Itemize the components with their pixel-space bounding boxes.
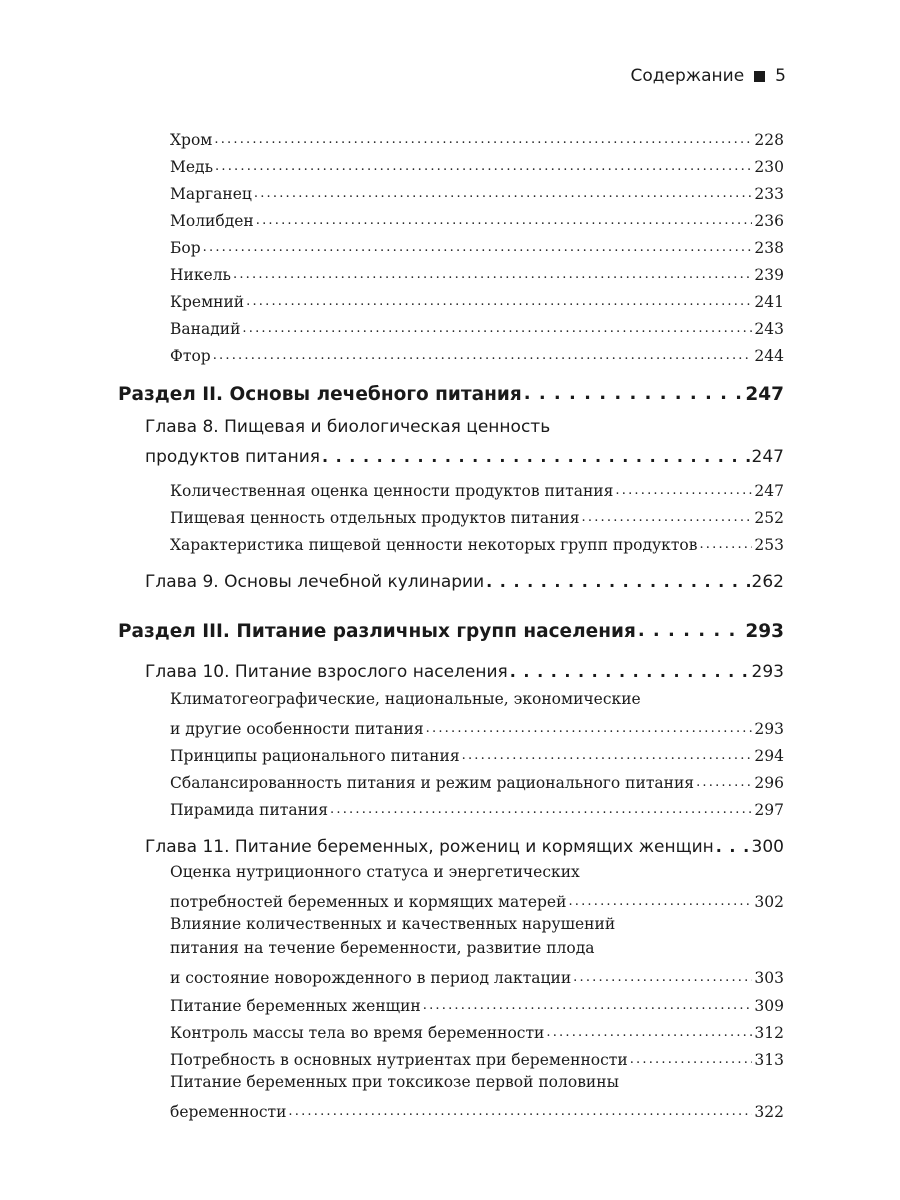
toc-section-title: Раздел III. Питание различных групп населения (118, 621, 636, 642)
toc-entry-title: Медь (170, 158, 214, 176)
toc-entry-title: Никель (170, 266, 231, 284)
dot-leader (546, 1025, 752, 1042)
toc-entry-page: 247 (754, 482, 784, 500)
toc-section-entry[interactable] (118, 592, 784, 642)
toc-entry-title: беременности (170, 1103, 287, 1121)
toc-entry[interactable] (170, 1042, 784, 1069)
toc-entry-page: 244 (754, 347, 784, 365)
page-number: 5 (775, 66, 786, 86)
toc-entry-title-last-line (170, 887, 784, 911)
toc-entry[interactable] (170, 284, 784, 311)
toc-entry[interactable] (170, 122, 784, 149)
dot-leader (573, 970, 752, 987)
toc-chapter-title: Глава 10. Питание взрослого населения (145, 662, 508, 682)
toc-entry-page: 230 (754, 158, 784, 176)
toc-entry-title: и состояние новорожденного в период лактации (170, 969, 572, 987)
toc-entry-page: 233 (754, 185, 784, 203)
dot-leader (426, 721, 753, 738)
dot-leader (699, 537, 752, 554)
toc-entry-title-last-line (170, 714, 784, 738)
toc-entry-title: Питание беременных женщин (170, 997, 421, 1015)
toc-entry[interactable] (170, 863, 784, 911)
toc-chapter-page: 262 (751, 572, 784, 592)
toc-entry-title: и другие особенности питания (170, 720, 424, 738)
dot-leader (213, 348, 753, 365)
toc-entry-title: Контроль массы тела во время беременности (170, 1024, 545, 1042)
dot-leader (330, 802, 752, 819)
toc-chapter-title-line: Глава 8. Пищевая и биологическая ценность (145, 417, 551, 437)
toc-entry-page: 228 (754, 131, 784, 149)
toc-entry[interactable] (170, 1015, 784, 1042)
toc-entry[interactable] (170, 738, 784, 765)
toc-chapter-page: 300 (751, 837, 784, 857)
dot-leader (510, 662, 750, 682)
dot-leader (246, 294, 752, 311)
toc-chapter-entry[interactable] (145, 417, 784, 467)
toc-entry[interactable] (170, 915, 784, 987)
toc-entry-title: Характеристика пищевой ценности некоторых групп продуктов (170, 536, 698, 554)
dot-leader (214, 132, 752, 149)
toc-chapter-page: 247 (751, 447, 784, 467)
dot-leader (233, 267, 752, 284)
toc-entry-title: Марганец (170, 185, 252, 203)
toc-entry-title-line: Питание беременных при токсикозе первой половины (170, 1073, 619, 1091)
toc-entry[interactable] (170, 230, 784, 257)
square-bullet-icon (754, 71, 765, 82)
toc-entry-title-line: Влияние количественных и качественных нарушений (170, 915, 616, 933)
toc-entry[interactable] (170, 792, 784, 819)
toc-entry-page: 241 (754, 293, 784, 311)
toc-entry-title-line: Климатогеографические, национальные, экономические (170, 690, 641, 708)
toc-entry-page: 303 (754, 969, 784, 987)
toc-entry-title: Потребность в основных нутриентах при беременности (170, 1051, 628, 1069)
toc-entry-page: 296 (754, 774, 784, 792)
dot-leader (568, 894, 752, 911)
running-header (631, 66, 786, 86)
toc-section-title: Раздел II. Основы лечебного питания (118, 384, 522, 405)
toc-entry-page: 322 (754, 1103, 784, 1121)
toc-entry[interactable] (170, 203, 784, 230)
toc-chapter-title: Глава 9. Основы лечебной кулинарии (145, 572, 485, 592)
toc-entry-page: 238 (754, 239, 784, 257)
toc-entry[interactable] (170, 690, 784, 738)
toc-entry-title-line: Оценка нутриционного статуса и энергетических (170, 863, 580, 881)
toc-entry-title: Сбалансированность питания и режим рационального питания (170, 774, 695, 792)
toc-section-entry[interactable] (118, 365, 784, 405)
table-of-contents (118, 122, 784, 1121)
dot-leader (486, 572, 749, 592)
toc-entry-title: Молибден (170, 212, 254, 230)
toc-entry-page: 253 (754, 536, 784, 554)
toc-entry-title: Количественная оценка ценности продуктов питания (170, 482, 614, 500)
dot-leader (256, 213, 753, 230)
toc-entry-page: 252 (754, 509, 784, 527)
toc-entry-page: 294 (754, 747, 784, 765)
toc-entry-page: 293 (754, 720, 784, 738)
toc-entry[interactable] (170, 527, 784, 554)
toc-entry[interactable] (170, 765, 784, 792)
dot-leader (696, 775, 752, 792)
toc-entry-title: Пищевая ценность отдельных продуктов питания (170, 509, 580, 527)
dot-leader (524, 383, 744, 405)
toc-section-page: 247 (745, 384, 784, 405)
dot-leader (215, 159, 752, 176)
toc-chapter-title: продуктов питания (145, 447, 320, 467)
dot-leader (462, 748, 753, 765)
dot-leader (254, 186, 753, 203)
dot-leader (423, 998, 753, 1015)
toc-entry-page: 239 (754, 266, 784, 284)
toc-entry[interactable] (170, 149, 784, 176)
toc-entry[interactable] (170, 311, 784, 338)
toc-entry-page: 302 (754, 893, 784, 911)
toc-entry-page: 236 (754, 212, 784, 230)
toc-chapter-entry[interactable] (145, 819, 784, 857)
toc-chapter-entry[interactable] (145, 554, 784, 592)
toc-entry[interactable] (170, 257, 784, 284)
dot-leader (203, 240, 753, 257)
toc-entry-title: Пирамида питания (170, 801, 329, 819)
toc-entry-page: 312 (754, 1024, 784, 1042)
dot-leader (615, 483, 752, 500)
toc-entry-page: 313 (754, 1051, 784, 1069)
toc-chapter-page: 293 (751, 662, 784, 682)
toc-entry-title-last-line (170, 1097, 784, 1121)
toc-entry-title-line: питания на течение беременности, развитие плода (170, 939, 595, 957)
toc-entry-page: 243 (754, 320, 784, 338)
toc-entry-title: Ванадий (170, 320, 241, 338)
dot-leader (288, 1104, 752, 1121)
toc-chapter-entry[interactable] (145, 642, 784, 682)
toc-entry-title-last-line (170, 963, 784, 987)
running-header-title: Содержание (630, 66, 745, 86)
dot-leader (322, 447, 750, 467)
toc-chapter-title-last-line (145, 441, 784, 467)
dot-leader (630, 1052, 753, 1069)
toc-entry-title: Хром (170, 131, 213, 149)
toc-entry-title: Фтор (170, 347, 211, 365)
toc-entry[interactable] (170, 1073, 784, 1121)
dot-leader (582, 510, 753, 527)
toc-entry-page: 309 (754, 997, 784, 1015)
toc-section-page: 293 (745, 621, 784, 642)
toc-entry[interactable] (170, 338, 784, 365)
dot-leader (242, 321, 752, 338)
toc-entry-title: Бор (170, 239, 201, 257)
toc-entry[interactable] (170, 500, 784, 527)
toc-entry-page: 297 (754, 801, 784, 819)
toc-entry[interactable] (170, 987, 784, 1015)
dot-leader (638, 620, 744, 642)
toc-entry-title: Принципы рационального питания (170, 747, 460, 765)
toc-entry-title: потребностей беременных и кормящих матерей (170, 893, 567, 911)
toc-entry[interactable] (170, 176, 784, 203)
toc-chapter-title: Глава 11. Питание беременных, рожениц и кормящих женщин (145, 837, 714, 857)
toc-entry[interactable] (170, 473, 784, 500)
dot-leader (716, 837, 750, 857)
toc-entry-title: Кремний (170, 293, 245, 311)
